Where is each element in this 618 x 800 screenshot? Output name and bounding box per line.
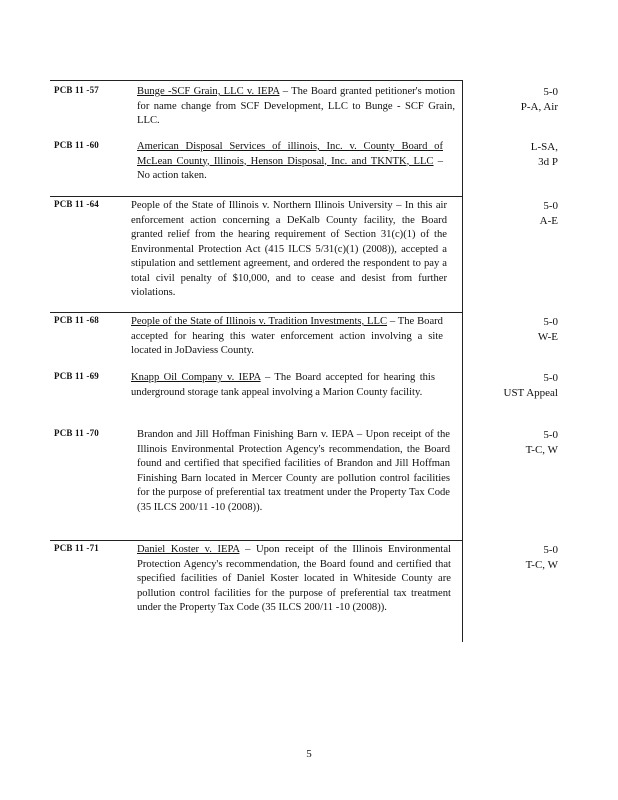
case-text: Brandon and Jill Hoffman Finishing Barn v. IEPA – Upon receipt of the Illinois Environmental Protection Agency's recommendation, the Board found and certified that specified facilities of Brandon and Jill Hoffman Finishing Barn located in Mercer County are pollution control facilities for the purpose of preferential tax treatment under the Property Tax Code (35 ILCS 200/11 -10 (2008)). [137, 429, 450, 513]
case-description [137, 85, 455, 129]
case-text: – The Board accepted for hearing this water enforcement action involving a site located in JoDaviess County. [131, 316, 443, 356]
case-text: – The Board accepted for hearing this underground storage tank appeal involving a Marion County facility. [131, 372, 436, 398]
case-type: UST Appeal [503, 386, 558, 399]
case-number: PCB 11 -69 [54, 371, 100, 381]
case-number: PCB 11 -64 [54, 199, 100, 209]
case-number: PCB 11 -57 [54, 85, 100, 95]
case-description [137, 140, 443, 184]
case-text: – The Board granted petitioner's motion for name change from SCF Development, LLC to Bunge - SCF Grain, LLC. [137, 86, 456, 126]
case-vote [448, 199, 558, 228]
case-title: People of the State of Illinois v. Tradition Investments, LLC [131, 316, 388, 327]
case-title: Daniel Koster v. IEPA [137, 544, 240, 555]
case-type: P-A, Air [520, 100, 558, 113]
vote-count: 5-0 [543, 372, 558, 384]
case-description [137, 428, 450, 515]
case-number: PCB 11 -60 [54, 140, 100, 150]
case-number: PCB 11 -71 [54, 543, 100, 553]
case-title: Bunge -SCF Grain, LLC v. IEPA [137, 86, 280, 97]
case-title: Knapp Oil Company v. IEPA [131, 372, 261, 383]
case-type: T-C, W [525, 443, 558, 456]
case-vote [448, 85, 558, 114]
case-description [131, 371, 435, 400]
vote-count: 5-0 [543, 86, 558, 98]
case-number: PCB 11 -68 [54, 315, 100, 325]
case-title: American Disposal Services of illinois, Inc. v. County Board of McLean County, Illinois, Henson Disposal, Inc. and TKNTK, LLC [137, 141, 443, 167]
case-vote [448, 371, 558, 400]
case-type: W-E [537, 330, 558, 343]
case-text: People of the State of Illinois v. Northern Illinois University – In this air enforcement action concerning a DeKalb County facility, the Board granted relief from the hearing requirement of Section 31(c)(1) of the Environmental Protection Act (415 ILCS 5/31(c)(1) (2008)), accepted a stipulation and settlement agreement, and ordered the respondent to pay a total civil penalty of $10,000, and to cease and desist from further violations. [131, 200, 447, 298]
table-rule [50, 196, 462, 197]
table-rule [50, 312, 462, 313]
page-number: 5 [306, 748, 312, 760]
case-vote [448, 140, 558, 169]
vote-count: L-SA, [530, 141, 558, 153]
case-vote [448, 315, 558, 344]
case-vote [448, 428, 558, 457]
vote-count: 5-0 [543, 544, 558, 556]
table-rule [50, 540, 462, 541]
case-description [131, 199, 447, 301]
case-type: 3d P [538, 155, 558, 168]
case-text: – No action taken. [137, 155, 443, 181]
case-type: A-E [539, 214, 558, 227]
case-description [137, 543, 451, 616]
case-number: PCB 11 -70 [54, 428, 100, 438]
vote-count: 5-0 [543, 200, 558, 212]
vote-count: 5-0 [543, 429, 558, 441]
case-text: – Upon receipt of the Illinois Environmental Protection Agency's recommendation, the Board found and certified that specified facilities of Daniel Koster located in Whiteside County are pollution control facilities for the purpose of preferential tax treatment under the Property Tax Code (35 ILCS 200/11 -10 (2008)). [137, 544, 451, 613]
case-description [131, 315, 443, 359]
case-vote [448, 543, 558, 572]
vote-count: 5-0 [543, 316, 558, 328]
case-type: T-C, W [525, 558, 558, 571]
table-rule [50, 80, 462, 81]
